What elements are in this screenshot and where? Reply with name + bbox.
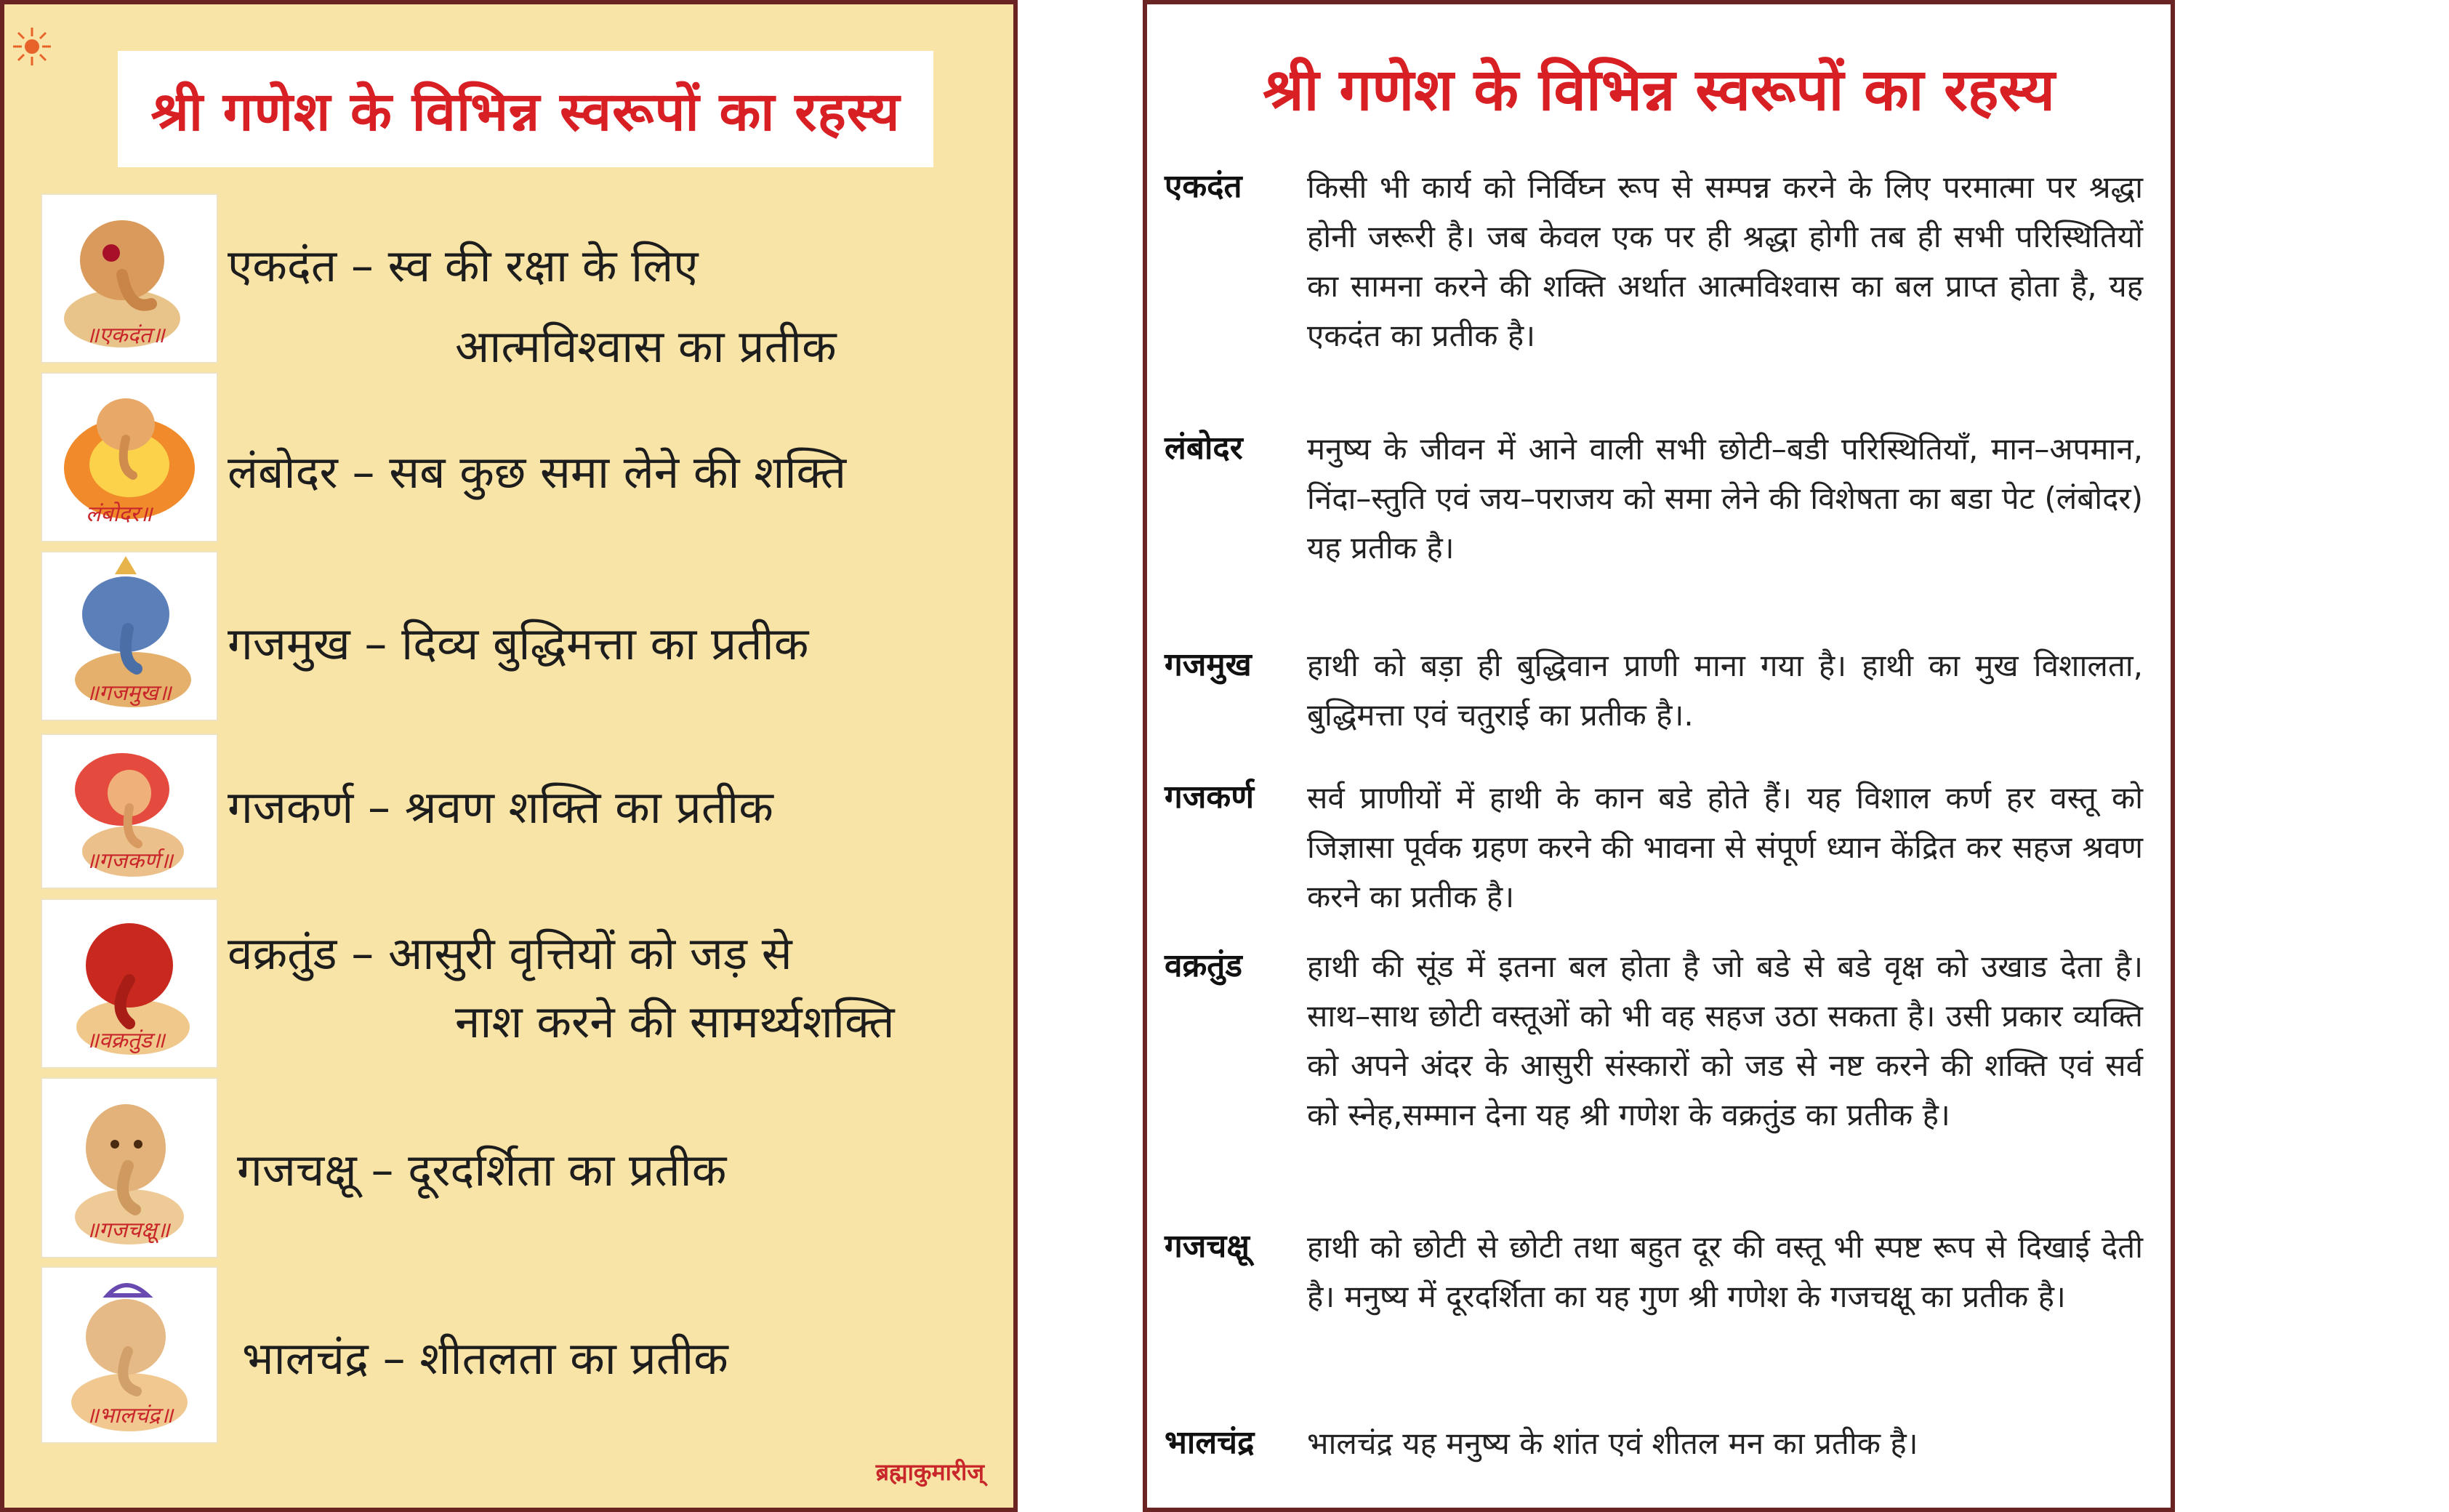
- thumb-caption: ॥एकदंत॥: [86, 323, 165, 348]
- entry-description: मनुष्य के जीवन में आने वाली सभी छोटी–बडी परिस्थितियाँ, मान–अपमान, निंदा–स्तुति एवं जय–पराजय को समा लेने की विशेषता का बडा पेट (लंबोदर) यह प्रतीक है।: [1307, 431, 2143, 566]
- form-row-gajchakshu: [42, 1079, 987, 1260]
- thumb-caption: ॥गजमुख॥: [86, 680, 172, 706]
- ganesh-gajmukh-image: [42, 552, 217, 720]
- entry-description: हाथी को बड़ा ही बुद्धिवान प्राणी माना गया है। हाथी का मुख विशालता, बुद्धिमत्ता एवं चतुराई का प्रतीक है।.: [1307, 648, 2143, 733]
- form-text: लंबोदर – सब कुछ समा लेने की शक्ति: [228, 446, 847, 499]
- entry-name: गजकर्ण: [1165, 779, 1255, 816]
- form-row-vakratund: [42, 900, 987, 1074]
- entry-description: हाथी को छोटी से छोटी तथा बहुत दूर की वस्तू भी स्पष्ट रूप से दिखाई देती है। मनुष्य में दूरदर्शिता का यह गुण श्री गणेश के गजचक्षू का प्रतीक है।: [1307, 1229, 2143, 1314]
- ganesh-bhalchandra-image: [42, 1268, 217, 1442]
- form-text: वक्रतुंड – आसुरी वृत्तियों को जड़ से: [228, 927, 792, 980]
- left-title: श्री गणेश के विभिन्न स्वरूपों का रहस्य: [150, 80, 901, 143]
- entry-description: हाथी की सूंड में इतना बल होता है जो बडे से बडे वृक्ष को उखाड देता है। साथ–साथ छोटी वस्तूओं को भी वह सहज उठा सकता है। उसी प्रकार व्यक्ति को अपने अंदर के आसुरी संस्कारों को जड से नष्ट करने की शक्ति एवं सर्व को स्नेह,सम्मान देना यह श्री गणेश के वक्रतुंड का प्रतीक है।: [1307, 949, 2143, 1133]
- form-row-gajmukh: [42, 552, 987, 727]
- ganesh-ekdant-image: [42, 195, 217, 362]
- ganesh-lambodar-image: [42, 374, 217, 541]
- ganesh-gajkarn-image: [42, 735, 217, 888]
- right-title: श्री गणेश के विभिन्न स्वरूपों का रहस्य: [1263, 55, 2055, 124]
- entry-name: भालचंद्र: [1165, 1424, 1255, 1461]
- left-poster: [0, 0, 1018, 1512]
- form-row-gajkarn: [42, 735, 987, 895]
- ganesh-vakratund-image: [42, 900, 217, 1067]
- entry-name: वक्रतुंड: [1165, 947, 1242, 984]
- right-poster: [1143, 0, 2175, 1512]
- entry-name: लंबोदर: [1165, 430, 1243, 467]
- form-row-lambodar: [42, 374, 987, 548]
- form-row-bhalchandra: [42, 1268, 987, 1449]
- sun-logo-icon: [12, 26, 52, 67]
- thumb-caption: ॥भालचंद्र॥: [86, 1403, 174, 1428]
- footer-signature: ब्रह्माकुमारीज्: [875, 1458, 984, 1486]
- form-text: एकदंत – स्व की रक्षा के लिए: [228, 239, 699, 292]
- entry-description: किसी भी कार्य को निर्विघ्न रूप से सम्पन्न करने के लिए परमात्मा पर श्रद्धा होनी जरूरी है। जब केवल एक पर ही श्रद्धा होगी तब ही सभी परिस्थितियों का सामना करने की शक्ति अर्थात आत्मविश्वास का बल प्राप्त होता है, यह एकदंत का प्रतीक है।: [1307, 169, 2143, 353]
- form-text: गजचक्षू – दूरदर्शिता का प्रतीक: [237, 1143, 727, 1197]
- thumb-caption: ॥गजचक्षू॥: [86, 1218, 170, 1243]
- form-row-ekdant: [42, 195, 987, 373]
- entry-description: भालचंद्र यह मनुष्य के शांत एवं शीतल मन का प्रतीक है।: [1307, 1425, 1918, 1461]
- left-title-box: [118, 51, 933, 167]
- thumb-caption: ॥वक्रतुंड॥: [86, 1028, 165, 1053]
- ganesh-gajchakshu-image: [42, 1079, 217, 1257]
- entry-name: गजमुख: [1165, 646, 1252, 683]
- form-text: गजमुख – दिव्य बुद्धिमत्ता का प्रतीक: [228, 617, 809, 670]
- form-text-line2: नाश करने की सामर्थ्यशक्ति: [455, 995, 895, 1048]
- form-text: भालचंद्र – शीतलता का प्रतीक: [242, 1332, 728, 1385]
- thumb-caption: लंबोदर॥: [86, 502, 153, 527]
- form-text: गजकर्ण – श्रवण शक्ति का प्रतीक: [228, 781, 773, 834]
- thumb-caption: ॥गजकर्ण॥: [86, 848, 173, 874]
- form-text-line2: आत्मविश्वास का प्रतीक: [455, 320, 837, 373]
- entry-name: गजचक्षू: [1165, 1228, 1250, 1265]
- entry-description: सर्व प्राणीयों में हाथी के कान बडे होते हैं। यह विशाल कर्ण हर वस्तू को जिज्ञासा पूर्वक ग्रहण करने की भावना से संपूर्ण ध्यान केंद्रित कर सहज श्रवण करने का प्रतीक है।: [1307, 780, 2143, 914]
- entry-name: एकदंत: [1165, 168, 1242, 205]
